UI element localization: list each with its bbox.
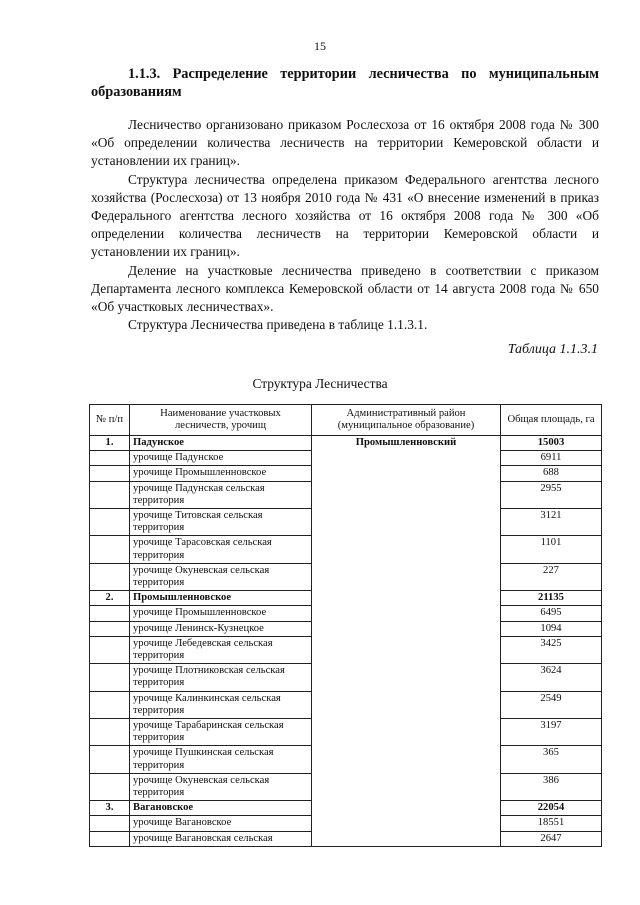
header-district: Административный район (муниципальное образование) [312,405,501,436]
table-caption: Таблица 1.1.3.1 [507,342,598,357]
paragraph: Лесничество организовано приказом Рослесхоза от 16 октября 2008 года № 300 «Об определении количества лесничеств на территории Кемеровской области и установлении их границ». [91,117,599,169]
cell-name: Вагановское [130,801,312,816]
cell-name: урочище Окуневская сельская территория [130,773,312,800]
paragraph: Структура лесничества определена приказом Федерального агентства лесного хозяйства (Рослесхоза) от 13 ноября 2010 года № 431 «О внесение изменений в приказ Федерального агентства лесного хозяйства от 16 октября 2008 года № 300 «Об определении количества лесничеств на территории Кемеровской области и установлении их границ». [91,171,599,260]
body-text [91,116,599,334]
cell-area: 18551 [501,816,602,831]
cell-area: 227 [501,563,602,590]
cell-name: урочище Окуневская сельская территория [130,563,312,590]
cell-name: урочище Вагановская сельская [130,831,312,846]
cell-area: 3624 [501,664,602,691]
cell-number [90,831,130,846]
cell-area: 3197 [501,719,602,746]
cell-name: урочище Падунская сельская территория [130,481,312,508]
cell-number [90,664,130,691]
paragraph: Деление на участковые лесничества приведено в соответствии с приказом Департамента лесного комплекса Кемеровской области от 14 августа 2008 года № 650 «Об участковых лесничествах». [91,262,599,315]
cell-number [90,451,130,466]
cell-area: 1101 [501,536,602,563]
cell-name: Падунское [130,436,312,451]
cell-area: 21135 [501,591,602,606]
cell-number [90,691,130,718]
cell-number [90,746,130,773]
header-name: Наименование участковых лесничеств, урочищ [130,405,312,436]
cell-number [90,606,130,621]
cell-number: 3. [90,801,130,816]
cell-name: урочище Титовская сельская территория [130,509,312,536]
cell-area: 3425 [501,636,602,663]
cell-number [90,816,130,831]
cell-name: урочище Ленинск-Кузнецкое [130,621,312,636]
cell-area: 2549 [501,691,602,718]
cell-area: 6495 [501,606,602,621]
section-title: Распределение территории лесничества по муниципальным образованиям [91,66,599,100]
structure-table [89,404,602,847]
cell-number: 1. [90,436,130,451]
cell-area: 6911 [501,451,602,466]
cell-number [90,481,130,508]
cell-area: 15003 [501,436,602,451]
cell-name: урочище Лебедевская сельская территория [130,636,312,663]
cell-name: урочище Калинкинская сельская территория [130,691,312,718]
table-row-forestry [90,436,602,451]
cell-name: урочище Плотниковская сельская территория [130,664,312,691]
cell-number [90,536,130,563]
cell-area: 2647 [501,831,602,846]
cell-number: 2. [90,591,130,606]
cell-number [90,719,130,746]
page-number: 15 [314,39,326,53]
cell-area: 2955 [501,481,602,508]
paragraph: Структура Лесничества приведена в таблице 1.1.3.1. [128,317,428,333]
section-number: 1.1.3. [128,66,161,82]
cell-area: 22054 [501,801,602,816]
cell-name: урочище Вагановское [130,816,312,831]
section-heading [91,65,599,101]
cell-name: урочище Пушкинская сельская территория [130,746,312,773]
cell-number [90,621,130,636]
cell-number [90,563,130,590]
table-body [90,436,602,847]
cell-name: урочище Тарасовская сельская территория [130,536,312,563]
cell-number [90,466,130,481]
cell-district: Промышленновский [312,436,501,847]
cell-number [90,509,130,536]
table-header-row [90,405,602,436]
header-number: № п/п [90,405,130,436]
cell-area: 688 [501,466,602,481]
cell-name: урочище Промышленновское [130,606,312,621]
cell-name: урочище Промышленновское [130,466,312,481]
cell-area: 3121 [501,509,602,536]
table-title: Структура Лесничества [252,376,388,391]
cell-name: Промышленновское [130,591,312,606]
cell-name: урочище Падунское [130,451,312,466]
cell-area: 365 [501,746,602,773]
cell-number [90,636,130,663]
cell-area: 1094 [501,621,602,636]
cell-name: урочище Тарабаринская сельская территория [130,719,312,746]
cell-number [90,773,130,800]
cell-area: 386 [501,773,602,800]
header-area: Общая площадь, га [501,405,602,436]
